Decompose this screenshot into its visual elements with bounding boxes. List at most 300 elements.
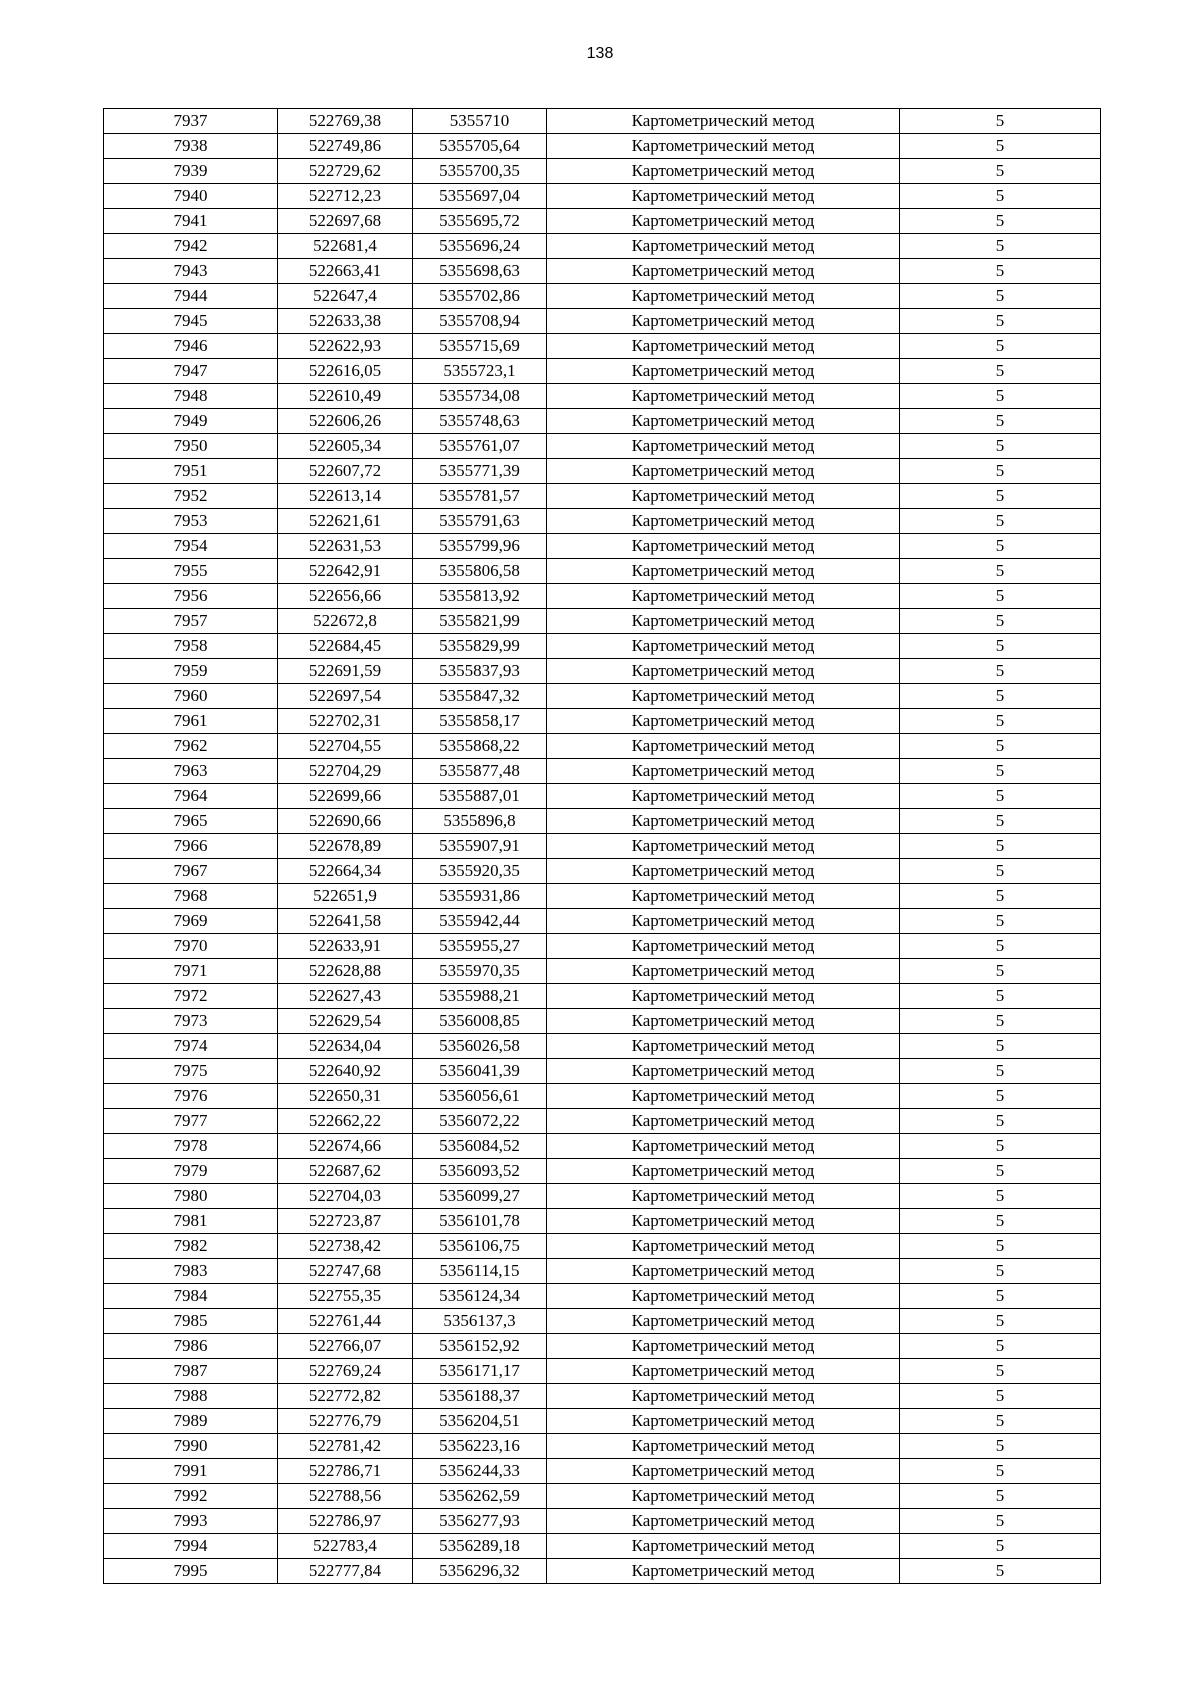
x-coordinate-cell: 522755,35 bbox=[278, 1284, 413, 1309]
x-coordinate-cell: 522664,34 bbox=[278, 859, 413, 884]
x-coordinate-cell: 522777,84 bbox=[278, 1559, 413, 1584]
table-row bbox=[104, 659, 1101, 684]
point-number-cell: 7951 bbox=[104, 459, 278, 484]
accuracy-cell: 5 bbox=[900, 259, 1101, 284]
x-coordinate-cell: 522704,29 bbox=[278, 759, 413, 784]
y-coordinate-cell: 5356262,59 bbox=[413, 1484, 547, 1509]
y-coordinate-cell: 5355705,64 bbox=[413, 134, 547, 159]
table-row bbox=[104, 434, 1101, 459]
point-number-cell: 7995 bbox=[104, 1559, 278, 1584]
y-coordinate-cell: 5356223,16 bbox=[413, 1434, 547, 1459]
method-cell: Картометрический метод bbox=[547, 634, 900, 659]
y-coordinate-cell: 5355748,63 bbox=[413, 409, 547, 434]
x-coordinate-cell: 522704,03 bbox=[278, 1184, 413, 1209]
method-cell: Картометрический метод bbox=[547, 1259, 900, 1284]
y-coordinate-cell: 5356056,61 bbox=[413, 1084, 547, 1109]
accuracy-cell: 5 bbox=[900, 834, 1101, 859]
table-row bbox=[104, 259, 1101, 284]
accuracy-cell: 5 bbox=[900, 1059, 1101, 1084]
y-coordinate-cell: 5355734,08 bbox=[413, 384, 547, 409]
y-coordinate-cell: 5355697,04 bbox=[413, 184, 547, 209]
table-row bbox=[104, 309, 1101, 334]
method-cell: Картометрический метод bbox=[547, 809, 900, 834]
y-coordinate-cell: 5356008,85 bbox=[413, 1009, 547, 1034]
method-cell: Картометрический метод bbox=[547, 1434, 900, 1459]
accuracy-cell: 5 bbox=[900, 359, 1101, 384]
point-number-cell: 7992 bbox=[104, 1484, 278, 1509]
point-number-cell: 7993 bbox=[104, 1509, 278, 1534]
method-cell: Картометрический метод bbox=[547, 1109, 900, 1134]
method-cell: Картометрический метод bbox=[547, 1384, 900, 1409]
table-row bbox=[104, 359, 1101, 384]
method-cell: Картометрический метод bbox=[547, 709, 900, 734]
y-coordinate-cell: 5356072,22 bbox=[413, 1109, 547, 1134]
table-row bbox=[104, 784, 1101, 809]
method-cell: Картометрический метод bbox=[547, 909, 900, 934]
x-coordinate-cell: 522766,07 bbox=[278, 1334, 413, 1359]
y-coordinate-cell: 5356204,51 bbox=[413, 1409, 547, 1434]
accuracy-cell: 5 bbox=[900, 134, 1101, 159]
method-cell: Картометрический метод bbox=[547, 659, 900, 684]
page-number: 138 bbox=[586, 45, 614, 62]
table-row bbox=[104, 934, 1101, 959]
method-cell: Картометрический метод bbox=[547, 1309, 900, 1334]
method-cell: Картометрический метод bbox=[547, 1509, 900, 1534]
accuracy-cell: 5 bbox=[900, 909, 1101, 934]
method-cell: Картометрический метод bbox=[547, 734, 900, 759]
table-row bbox=[104, 1009, 1101, 1034]
method-cell: Картометрический метод bbox=[547, 784, 900, 809]
accuracy-cell: 5 bbox=[900, 1534, 1101, 1559]
method-cell: Картометрический метод bbox=[547, 1534, 900, 1559]
accuracy-cell: 5 bbox=[900, 609, 1101, 634]
point-number-cell: 7965 bbox=[104, 809, 278, 834]
point-number-cell: 7960 bbox=[104, 684, 278, 709]
point-number-cell: 7973 bbox=[104, 1009, 278, 1034]
point-number-cell: 7977 bbox=[104, 1109, 278, 1134]
accuracy-cell: 5 bbox=[900, 1259, 1101, 1284]
table-row bbox=[104, 1084, 1101, 1109]
table-row bbox=[104, 1259, 1101, 1284]
y-coordinate-cell: 5355829,99 bbox=[413, 634, 547, 659]
accuracy-cell: 5 bbox=[900, 159, 1101, 184]
accuracy-cell: 5 bbox=[900, 1309, 1101, 1334]
method-cell: Картометрический метод bbox=[547, 834, 900, 859]
method-cell: Картометрический метод bbox=[547, 984, 900, 1009]
table-row bbox=[104, 159, 1101, 184]
y-coordinate-cell: 5356084,52 bbox=[413, 1134, 547, 1159]
point-number-cell: 7976 bbox=[104, 1084, 278, 1109]
y-coordinate-cell: 5355907,91 bbox=[413, 834, 547, 859]
table-row bbox=[104, 1184, 1101, 1209]
y-coordinate-cell: 5355988,21 bbox=[413, 984, 547, 1009]
x-coordinate-cell: 522769,38 bbox=[278, 109, 413, 134]
point-number-cell: 7975 bbox=[104, 1059, 278, 1084]
y-coordinate-cell: 5356171,17 bbox=[413, 1359, 547, 1384]
x-coordinate-cell: 522662,22 bbox=[278, 1109, 413, 1134]
accuracy-cell: 5 bbox=[900, 109, 1101, 134]
method-cell: Картометрический метод bbox=[547, 334, 900, 359]
method-cell: Картометрический метод bbox=[547, 934, 900, 959]
accuracy-cell: 5 bbox=[900, 1384, 1101, 1409]
y-coordinate-cell: 5356026,58 bbox=[413, 1034, 547, 1059]
point-number-cell: 7950 bbox=[104, 434, 278, 459]
table-row bbox=[104, 809, 1101, 834]
x-coordinate-cell: 522712,23 bbox=[278, 184, 413, 209]
x-coordinate-cell: 522697,54 bbox=[278, 684, 413, 709]
x-coordinate-cell: 522640,92 bbox=[278, 1059, 413, 1084]
table-row bbox=[104, 409, 1101, 434]
method-cell: Картометрический метод bbox=[547, 584, 900, 609]
table-row bbox=[104, 584, 1101, 609]
accuracy-cell: 5 bbox=[900, 884, 1101, 909]
point-number-cell: 7968 bbox=[104, 884, 278, 909]
method-cell: Картометрический метод bbox=[547, 1134, 900, 1159]
table-row bbox=[104, 1034, 1101, 1059]
table-row bbox=[104, 284, 1101, 309]
accuracy-cell: 5 bbox=[900, 459, 1101, 484]
point-number-cell: 7937 bbox=[104, 109, 278, 134]
y-coordinate-cell: 5355821,99 bbox=[413, 609, 547, 634]
x-coordinate-cell: 522610,49 bbox=[278, 384, 413, 409]
x-coordinate-cell: 522642,91 bbox=[278, 559, 413, 584]
accuracy-cell: 5 bbox=[900, 859, 1101, 884]
point-number-cell: 7994 bbox=[104, 1534, 278, 1559]
y-coordinate-cell: 5356093,52 bbox=[413, 1159, 547, 1184]
x-coordinate-cell: 522627,43 bbox=[278, 984, 413, 1009]
accuracy-cell: 5 bbox=[900, 584, 1101, 609]
accuracy-cell: 5 bbox=[900, 734, 1101, 759]
y-coordinate-cell: 5355931,86 bbox=[413, 884, 547, 909]
table-row bbox=[104, 334, 1101, 359]
point-number-cell: 7964 bbox=[104, 784, 278, 809]
point-number-cell: 7985 bbox=[104, 1309, 278, 1334]
accuracy-cell: 5 bbox=[900, 659, 1101, 684]
accuracy-cell: 5 bbox=[900, 1084, 1101, 1109]
method-cell: Картометрический метод bbox=[547, 1284, 900, 1309]
accuracy-cell: 5 bbox=[900, 1484, 1101, 1509]
x-coordinate-cell: 522702,31 bbox=[278, 709, 413, 734]
y-coordinate-cell: 5355887,01 bbox=[413, 784, 547, 809]
table-row bbox=[104, 134, 1101, 159]
point-number-cell: 7945 bbox=[104, 309, 278, 334]
table-row bbox=[104, 1484, 1101, 1509]
x-coordinate-cell: 522656,66 bbox=[278, 584, 413, 609]
method-cell: Картометрический метод bbox=[547, 559, 900, 584]
method-cell: Картометрический метод bbox=[547, 209, 900, 234]
y-coordinate-cell: 5355791,63 bbox=[413, 509, 547, 534]
y-coordinate-cell: 5355702,86 bbox=[413, 284, 547, 309]
point-number-cell: 7988 bbox=[104, 1384, 278, 1409]
y-coordinate-cell: 5355920,35 bbox=[413, 859, 547, 884]
x-coordinate-cell: 522641,58 bbox=[278, 909, 413, 934]
table-row bbox=[104, 1309, 1101, 1334]
x-coordinate-cell: 522678,89 bbox=[278, 834, 413, 859]
method-cell: Картометрический метод bbox=[547, 1009, 900, 1034]
x-coordinate-cell: 522629,54 bbox=[278, 1009, 413, 1034]
table-row bbox=[104, 459, 1101, 484]
method-cell: Картометрический метод bbox=[547, 459, 900, 484]
x-coordinate-cell: 522672,8 bbox=[278, 609, 413, 634]
point-number-cell: 7954 bbox=[104, 534, 278, 559]
table-row bbox=[104, 1384, 1101, 1409]
x-coordinate-cell: 522605,34 bbox=[278, 434, 413, 459]
accuracy-cell: 5 bbox=[900, 484, 1101, 509]
accuracy-cell: 5 bbox=[900, 559, 1101, 584]
y-coordinate-cell: 5355806,58 bbox=[413, 559, 547, 584]
method-cell: Картометрический метод bbox=[547, 234, 900, 259]
accuracy-cell: 5 bbox=[900, 1034, 1101, 1059]
x-coordinate-cell: 522607,72 bbox=[278, 459, 413, 484]
accuracy-cell: 5 bbox=[900, 959, 1101, 984]
x-coordinate-cell: 522663,41 bbox=[278, 259, 413, 284]
method-cell: Картометрический метод bbox=[547, 1459, 900, 1484]
table-row bbox=[104, 1334, 1101, 1359]
y-coordinate-cell: 5356101,78 bbox=[413, 1209, 547, 1234]
accuracy-cell: 5 bbox=[900, 1434, 1101, 1459]
x-coordinate-cell: 522690,66 bbox=[278, 809, 413, 834]
accuracy-cell: 5 bbox=[900, 309, 1101, 334]
table-row bbox=[104, 1359, 1101, 1384]
point-number-cell: 7955 bbox=[104, 559, 278, 584]
x-coordinate-cell: 522747,68 bbox=[278, 1259, 413, 1284]
table-row bbox=[104, 609, 1101, 634]
x-coordinate-cell: 522783,4 bbox=[278, 1534, 413, 1559]
accuracy-cell: 5 bbox=[900, 934, 1101, 959]
y-coordinate-cell: 5356137,3 bbox=[413, 1309, 547, 1334]
accuracy-cell: 5 bbox=[900, 709, 1101, 734]
method-cell: Картометрический метод bbox=[547, 109, 900, 134]
method-cell: Картометрический метод bbox=[547, 359, 900, 384]
point-number-cell: 7983 bbox=[104, 1259, 278, 1284]
x-coordinate-cell: 522631,53 bbox=[278, 534, 413, 559]
x-coordinate-cell: 522761,44 bbox=[278, 1309, 413, 1334]
method-cell: Картометрический метод bbox=[547, 259, 900, 284]
method-cell: Картометрический метод bbox=[547, 1559, 900, 1584]
x-coordinate-cell: 522772,82 bbox=[278, 1384, 413, 1409]
accuracy-cell: 5 bbox=[900, 234, 1101, 259]
accuracy-cell: 5 bbox=[900, 184, 1101, 209]
y-coordinate-cell: 5355710 bbox=[413, 109, 547, 134]
method-cell: Картометрический метод bbox=[547, 534, 900, 559]
table-row bbox=[104, 1559, 1101, 1584]
accuracy-cell: 5 bbox=[900, 784, 1101, 809]
table-row bbox=[104, 634, 1101, 659]
accuracy-cell: 5 bbox=[900, 1109, 1101, 1134]
x-coordinate-cell: 522776,79 bbox=[278, 1409, 413, 1434]
accuracy-cell: 5 bbox=[900, 1009, 1101, 1034]
point-number-cell: 7947 bbox=[104, 359, 278, 384]
y-coordinate-cell: 5355847,32 bbox=[413, 684, 547, 709]
accuracy-cell: 5 bbox=[900, 984, 1101, 1009]
method-cell: Картометрический метод bbox=[547, 1409, 900, 1434]
table-row bbox=[104, 209, 1101, 234]
point-number-cell: 7986 bbox=[104, 1334, 278, 1359]
point-number-cell: 7970 bbox=[104, 934, 278, 959]
table-row bbox=[104, 1534, 1101, 1559]
y-coordinate-cell: 5356124,34 bbox=[413, 1284, 547, 1309]
x-coordinate-cell: 522723,87 bbox=[278, 1209, 413, 1234]
table-row bbox=[104, 909, 1101, 934]
point-number-cell: 7978 bbox=[104, 1134, 278, 1159]
x-coordinate-cell: 522691,59 bbox=[278, 659, 413, 684]
y-coordinate-cell: 5355695,72 bbox=[413, 209, 547, 234]
point-number-cell: 7987 bbox=[104, 1359, 278, 1384]
table-row bbox=[104, 834, 1101, 859]
method-cell: Картометрический метод bbox=[547, 434, 900, 459]
point-number-cell: 7972 bbox=[104, 984, 278, 1009]
method-cell: Картометрический метод bbox=[547, 1059, 900, 1084]
point-number-cell: 7943 bbox=[104, 259, 278, 284]
accuracy-cell: 5 bbox=[900, 509, 1101, 534]
y-coordinate-cell: 5355771,39 bbox=[413, 459, 547, 484]
accuracy-cell: 5 bbox=[900, 1409, 1101, 1434]
point-number-cell: 7990 bbox=[104, 1434, 278, 1459]
method-cell: Картометрический метод bbox=[547, 684, 900, 709]
point-number-cell: 7952 bbox=[104, 484, 278, 509]
table-row bbox=[104, 759, 1101, 784]
table-row bbox=[104, 684, 1101, 709]
x-coordinate-cell: 522674,66 bbox=[278, 1134, 413, 1159]
method-cell: Картометрический метод bbox=[547, 1234, 900, 1259]
table-row bbox=[104, 959, 1101, 984]
accuracy-cell: 5 bbox=[900, 1184, 1101, 1209]
table-row bbox=[104, 1284, 1101, 1309]
table-row bbox=[104, 1434, 1101, 1459]
point-number-cell: 7948 bbox=[104, 384, 278, 409]
x-coordinate-cell: 522647,4 bbox=[278, 284, 413, 309]
x-coordinate-cell: 522622,93 bbox=[278, 334, 413, 359]
point-number-cell: 7979 bbox=[104, 1159, 278, 1184]
x-coordinate-cell: 522684,45 bbox=[278, 634, 413, 659]
y-coordinate-cell: 5355942,44 bbox=[413, 909, 547, 934]
table-row bbox=[104, 1059, 1101, 1084]
point-number-cell: 7942 bbox=[104, 234, 278, 259]
y-coordinate-cell: 5356277,93 bbox=[413, 1509, 547, 1534]
point-number-cell: 7961 bbox=[104, 709, 278, 734]
point-number-cell: 7940 bbox=[104, 184, 278, 209]
point-number-cell: 7974 bbox=[104, 1034, 278, 1059]
y-coordinate-cell: 5355698,63 bbox=[413, 259, 547, 284]
point-number-cell: 7982 bbox=[104, 1234, 278, 1259]
point-number-cell: 7957 bbox=[104, 609, 278, 634]
table-row bbox=[104, 884, 1101, 909]
y-coordinate-cell: 5355837,93 bbox=[413, 659, 547, 684]
x-coordinate-cell: 522697,68 bbox=[278, 209, 413, 234]
x-coordinate-cell: 522699,66 bbox=[278, 784, 413, 809]
accuracy-cell: 5 bbox=[900, 1234, 1101, 1259]
method-cell: Картометрический метод bbox=[547, 1184, 900, 1209]
x-coordinate-cell: 522606,26 bbox=[278, 409, 413, 434]
x-coordinate-cell: 522613,14 bbox=[278, 484, 413, 509]
accuracy-cell: 5 bbox=[900, 284, 1101, 309]
y-coordinate-cell: 5355761,07 bbox=[413, 434, 547, 459]
method-cell: Картометрический метод bbox=[547, 1084, 900, 1109]
table-row bbox=[104, 859, 1101, 884]
accuracy-cell: 5 bbox=[900, 434, 1101, 459]
method-cell: Картометрический метод bbox=[547, 1334, 900, 1359]
table-row bbox=[104, 559, 1101, 584]
table-row bbox=[104, 109, 1101, 134]
table-row bbox=[104, 1509, 1101, 1534]
x-coordinate-cell: 522616,05 bbox=[278, 359, 413, 384]
x-coordinate-cell: 522633,91 bbox=[278, 934, 413, 959]
point-number-cell: 7969 bbox=[104, 909, 278, 934]
point-number-cell: 7938 bbox=[104, 134, 278, 159]
point-number-cell: 7962 bbox=[104, 734, 278, 759]
method-cell: Картометрический метод bbox=[547, 309, 900, 334]
table-row bbox=[104, 484, 1101, 509]
point-number-cell: 7959 bbox=[104, 659, 278, 684]
y-coordinate-cell: 5356188,37 bbox=[413, 1384, 547, 1409]
y-coordinate-cell: 5355970,35 bbox=[413, 959, 547, 984]
y-coordinate-cell: 5355715,69 bbox=[413, 334, 547, 359]
y-coordinate-cell: 5355781,57 bbox=[413, 484, 547, 509]
method-cell: Картометрический метод bbox=[547, 759, 900, 784]
y-coordinate-cell: 5356099,27 bbox=[413, 1184, 547, 1209]
y-coordinate-cell: 5355858,17 bbox=[413, 709, 547, 734]
table-row bbox=[104, 984, 1101, 1009]
method-cell: Картометрический метод bbox=[547, 884, 900, 909]
method-cell: Картометрический метод bbox=[547, 1484, 900, 1509]
table-row bbox=[104, 1109, 1101, 1134]
x-coordinate-cell: 522786,71 bbox=[278, 1459, 413, 1484]
point-number-cell: 7949 bbox=[104, 409, 278, 434]
point-number-cell: 7971 bbox=[104, 959, 278, 984]
accuracy-cell: 5 bbox=[900, 534, 1101, 559]
y-coordinate-cell: 5355813,92 bbox=[413, 584, 547, 609]
method-cell: Картометрический метод bbox=[547, 859, 900, 884]
y-coordinate-cell: 5355896,8 bbox=[413, 809, 547, 834]
point-number-cell: 7989 bbox=[104, 1409, 278, 1434]
point-number-cell: 7967 bbox=[104, 859, 278, 884]
table-row bbox=[104, 1234, 1101, 1259]
method-cell: Картометрический метод bbox=[547, 1359, 900, 1384]
y-coordinate-cell: 5356041,39 bbox=[413, 1059, 547, 1084]
coordinates-table bbox=[103, 108, 1101, 1584]
accuracy-cell: 5 bbox=[900, 809, 1101, 834]
x-coordinate-cell: 522633,38 bbox=[278, 309, 413, 334]
x-coordinate-cell: 522781,42 bbox=[278, 1434, 413, 1459]
accuracy-cell: 5 bbox=[900, 409, 1101, 434]
point-number-cell: 7966 bbox=[104, 834, 278, 859]
method-cell: Картометрический метод bbox=[547, 484, 900, 509]
x-coordinate-cell: 522687,62 bbox=[278, 1159, 413, 1184]
point-number-cell: 7944 bbox=[104, 284, 278, 309]
accuracy-cell: 5 bbox=[900, 1509, 1101, 1534]
y-coordinate-cell: 5355955,27 bbox=[413, 934, 547, 959]
y-coordinate-cell: 5355868,22 bbox=[413, 734, 547, 759]
x-coordinate-cell: 522621,61 bbox=[278, 509, 413, 534]
y-coordinate-cell: 5355799,96 bbox=[413, 534, 547, 559]
table-row bbox=[104, 184, 1101, 209]
method-cell: Картометрический метод bbox=[547, 134, 900, 159]
method-cell: Картометрический метод bbox=[547, 184, 900, 209]
method-cell: Картометрический метод bbox=[547, 959, 900, 984]
method-cell: Картометрический метод bbox=[547, 409, 900, 434]
accuracy-cell: 5 bbox=[900, 1559, 1101, 1584]
x-coordinate-cell: 522650,31 bbox=[278, 1084, 413, 1109]
table-row bbox=[104, 534, 1101, 559]
table-row bbox=[104, 1459, 1101, 1484]
x-coordinate-cell: 522681,4 bbox=[278, 234, 413, 259]
accuracy-cell: 5 bbox=[900, 334, 1101, 359]
y-coordinate-cell: 5356106,75 bbox=[413, 1234, 547, 1259]
table-row bbox=[104, 509, 1101, 534]
table-row bbox=[104, 709, 1101, 734]
y-coordinate-cell: 5355723,1 bbox=[413, 359, 547, 384]
y-coordinate-cell: 5356289,18 bbox=[413, 1534, 547, 1559]
